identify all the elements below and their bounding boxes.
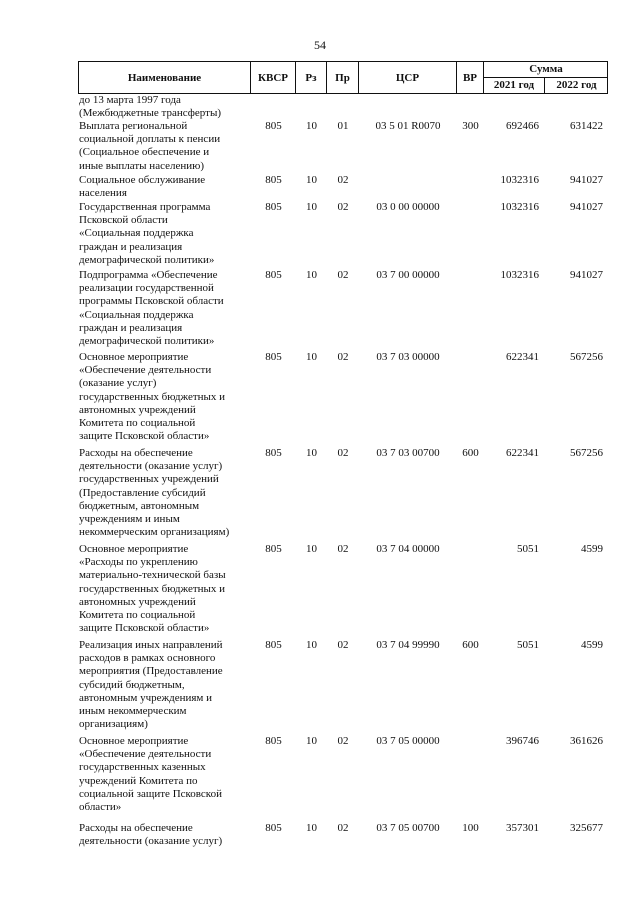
cell-name-line: субсидий бюджетным,: [79, 678, 185, 691]
cell-sum-2022: 941027: [570, 201, 603, 213]
cell-name: [79, 351, 251, 443]
cell-pr: 02: [337, 639, 349, 651]
cell-csr: 03 7 00 00000: [376, 269, 440, 281]
cell-name-line: защите Псковской области»: [79, 622, 210, 635]
cell-name: [79, 269, 251, 348]
cell-kvsr: 805: [265, 174, 282, 186]
cell-sum-2021: 1032316: [500, 174, 539, 186]
cell-vr: 100: [462, 822, 479, 834]
cell-sum-2022: 4599: [581, 639, 603, 651]
cell-rz: 10: [306, 735, 317, 747]
cell-rz: 10: [306, 639, 317, 651]
cell-sum-2021: 357301: [506, 822, 539, 834]
cell-name-line: «Социальная поддержка: [79, 308, 194, 321]
cell-sum-2021: 1032316: [500, 201, 539, 213]
cell-kvsr: 805: [265, 447, 282, 459]
cell-name-line: Основное мероприятие: [79, 351, 189, 363]
cell-sum-2021: 692466: [506, 120, 539, 132]
cell-name-line: расходов в рамках основного: [79, 652, 216, 665]
cell-name-line: организациям): [79, 718, 148, 731]
cell-kvsr: 805: [265, 543, 282, 555]
cell-name-line: Выплата региональной: [79, 120, 188, 132]
cell-sum-2022: 325677: [570, 822, 603, 834]
table-header: [78, 61, 608, 94]
cell-csr: 03 7 04 00000: [376, 543, 440, 555]
cell-sum-2022: 941027: [570, 174, 603, 186]
cell-name-line: Расходы на обеспечение: [79, 447, 193, 459]
cell-sum-2022: 567256: [570, 447, 603, 459]
cell-name-line: реализации государственной: [79, 282, 214, 295]
cell-name: [79, 735, 251, 814]
cell-kvsr: 805: [265, 201, 282, 213]
cell-csr: 03 5 01 R0070: [375, 120, 441, 132]
cell-csr: 03 7 05 00000: [376, 735, 440, 747]
cell-name-line: демографической политики»: [79, 253, 215, 266]
cell-name-line: государственных учреждений: [79, 473, 219, 486]
cell-name: [79, 174, 251, 200]
table-row: [79, 269, 609, 348]
cell-rz: 10: [306, 447, 317, 459]
cell-name-line: (Предоставление субсидий: [79, 486, 206, 499]
cell-kvsr: 805: [265, 120, 282, 132]
cell-kvsr: 805: [265, 351, 282, 363]
cell-sum-2021: 1032316: [500, 269, 539, 281]
cell-name-line: Социальное обслуживание: [79, 174, 206, 186]
cell-rz: 10: [306, 543, 317, 555]
cell-kvsr: 805: [265, 822, 282, 834]
cell-name: [79, 639, 251, 731]
cell-name-line: мероприятия (Предоставление: [79, 665, 223, 678]
cell-vr: 600: [462, 639, 479, 651]
cell-rz: 10: [306, 120, 317, 132]
cell-name-line: Подпрограмма «Обеспечение: [79, 269, 218, 281]
cell-name: [79, 822, 251, 848]
cell-name-line: граждан и реализация: [79, 240, 183, 253]
cell-name-line: населения: [79, 187, 127, 200]
cell-sum-2022: 4599: [581, 543, 603, 555]
cell-name: [79, 447, 251, 539]
cell-sum-2021: 396746: [506, 735, 539, 747]
cell-pr: 02: [337, 543, 349, 555]
cell-name-line: области»: [79, 801, 122, 814]
cell-name-line: программы Псковской области: [79, 295, 224, 308]
cell-name-line: демографической политики»: [79, 335, 215, 348]
cell-csr: 03 7 04 99990: [376, 639, 440, 651]
cell-name-line: (Межбюджетные трансферты): [79, 107, 221, 120]
cell-name: [79, 120, 251, 173]
cell-name-line: Основное мероприятие: [79, 735, 189, 747]
cell-name-line: материально-технической базы: [79, 569, 226, 582]
cell-name: [79, 201, 251, 267]
cell-rz: 10: [306, 174, 317, 186]
cell-name-line: деятельности (оказание услуг): [79, 460, 223, 473]
cell-name-line: автономных учреждений: [79, 595, 196, 608]
cell-name-line: иным некоммерческим: [79, 705, 187, 718]
cell-csr: 03 0 00 00000: [376, 201, 440, 213]
cell-name-line: «Расходы по укреплению: [79, 556, 198, 569]
cell-name-line: государственных бюджетных и: [79, 582, 226, 595]
table-row: [79, 201, 609, 267]
header-csr: ЦСР: [359, 62, 457, 93]
cell-name-line: Государственная программа: [79, 201, 211, 213]
cell-name-line: граждан и реализация: [79, 321, 183, 334]
cell-sum-2021: 622341: [506, 351, 539, 363]
cell-name-line: автономным учреждениям и: [79, 691, 213, 704]
cell-name-line: «Обеспечение деятельности: [79, 364, 212, 377]
header-kvsr: КВСР: [251, 62, 296, 93]
table-row: [79, 543, 609, 635]
cell-name-line: автономных учреждений: [79, 403, 196, 416]
cell-rz: 10: [306, 822, 317, 834]
cell-name-line: учреждениям и иным: [79, 513, 180, 526]
cell-csr: 03 7 03 00000: [376, 351, 440, 363]
cell-name-line: некоммерческим организациям): [79, 526, 230, 539]
cell-sum-2022: 631422: [570, 120, 603, 132]
cell-name: [79, 543, 251, 635]
cell-name-line: «Социальная поддержка: [79, 227, 194, 240]
cell-name-line: иные выплаты населению): [79, 159, 204, 172]
cell-name-line: Расходы на обеспечение: [79, 822, 193, 834]
cell-name-line: Комитета по социальной: [79, 417, 196, 430]
cell-name-line: государственных бюджетных и: [79, 390, 226, 403]
cell-rz: 10: [306, 351, 317, 363]
cell-pr: 01: [337, 120, 349, 132]
header-pr: Пр: [327, 62, 359, 93]
cell-name-line: социальной доплаты к пенсии: [79, 133, 221, 146]
cell-pr: 02: [337, 351, 349, 363]
cell-kvsr: 805: [265, 735, 282, 747]
cell-name-line: Псковской области: [79, 214, 168, 227]
cell-name-line: бюджетным, автономным: [79, 499, 200, 512]
cell-vr: 300: [462, 120, 479, 132]
table-row: [79, 120, 609, 173]
cell-kvsr: 805: [265, 639, 282, 651]
cell-name-line: Основное мероприятие: [79, 543, 189, 555]
cell-sum-2022: 567256: [570, 351, 603, 363]
cell-kvsr: 805: [265, 269, 282, 281]
cell-name-line: до 13 марта 1997 года: [79, 94, 181, 106]
table-row: [79, 174, 609, 200]
cell-pr: 02: [337, 822, 349, 834]
cell-sum-2021: 622341: [506, 447, 539, 459]
table-row: [79, 351, 609, 443]
cell-name-line: «Обеспечение деятельности: [79, 748, 212, 761]
page-number: 54: [314, 38, 326, 52]
cell-pr: 02: [337, 735, 349, 747]
cell-name-line: (оказание услуг): [79, 377, 157, 390]
header-vr: ВР: [457, 62, 484, 93]
cell-pr: 02: [337, 201, 349, 213]
cell-csr: 03 7 05 00700: [376, 822, 440, 834]
cell-sum-2021: 5051: [517, 639, 539, 651]
cell-name-line: деятельности (оказание услуг): [79, 835, 223, 848]
cell-pr: 02: [337, 174, 349, 186]
header-year-2021: 2021 год: [484, 77, 545, 93]
cell-name-line: Реализация иных направлений: [79, 639, 223, 651]
table-row: [79, 822, 609, 848]
header-year-2022: 2022 год: [556, 79, 597, 91]
table-row: [79, 447, 609, 539]
table-row: [79, 735, 609, 814]
cell-vr: 600: [462, 447, 479, 459]
cell-name-line: (Социальное обеспечение и: [79, 146, 210, 159]
header-rz: Рз: [296, 62, 327, 93]
table-row: [79, 94, 609, 120]
cell-sum-2022: 361626: [570, 735, 603, 747]
header-sum-group: [484, 62, 608, 93]
cell-name-line: социальной защите Псковской: [79, 787, 222, 800]
cell-name-line: защите Псковской области»: [79, 430, 210, 443]
cell-name-line: государственных казенных: [79, 761, 206, 774]
cell-sum-2021: 5051: [517, 543, 539, 555]
cell-name-line: Комитета по социальной: [79, 609, 196, 622]
cell-sum-2022: 941027: [570, 269, 603, 281]
cell-csr: 03 7 03 00700: [376, 447, 440, 459]
cell-rz: 10: [306, 201, 317, 213]
cell-pr: 02: [337, 269, 349, 281]
header-name: Наименование: [79, 62, 251, 93]
header-sum: Сумма: [484, 62, 608, 78]
cell-rz: 10: [306, 269, 317, 281]
cell-name-line: учреждений Комитета по: [79, 774, 198, 787]
cell-pr: 02: [337, 447, 349, 459]
table-row: [79, 639, 609, 731]
cell-name: [79, 94, 251, 120]
